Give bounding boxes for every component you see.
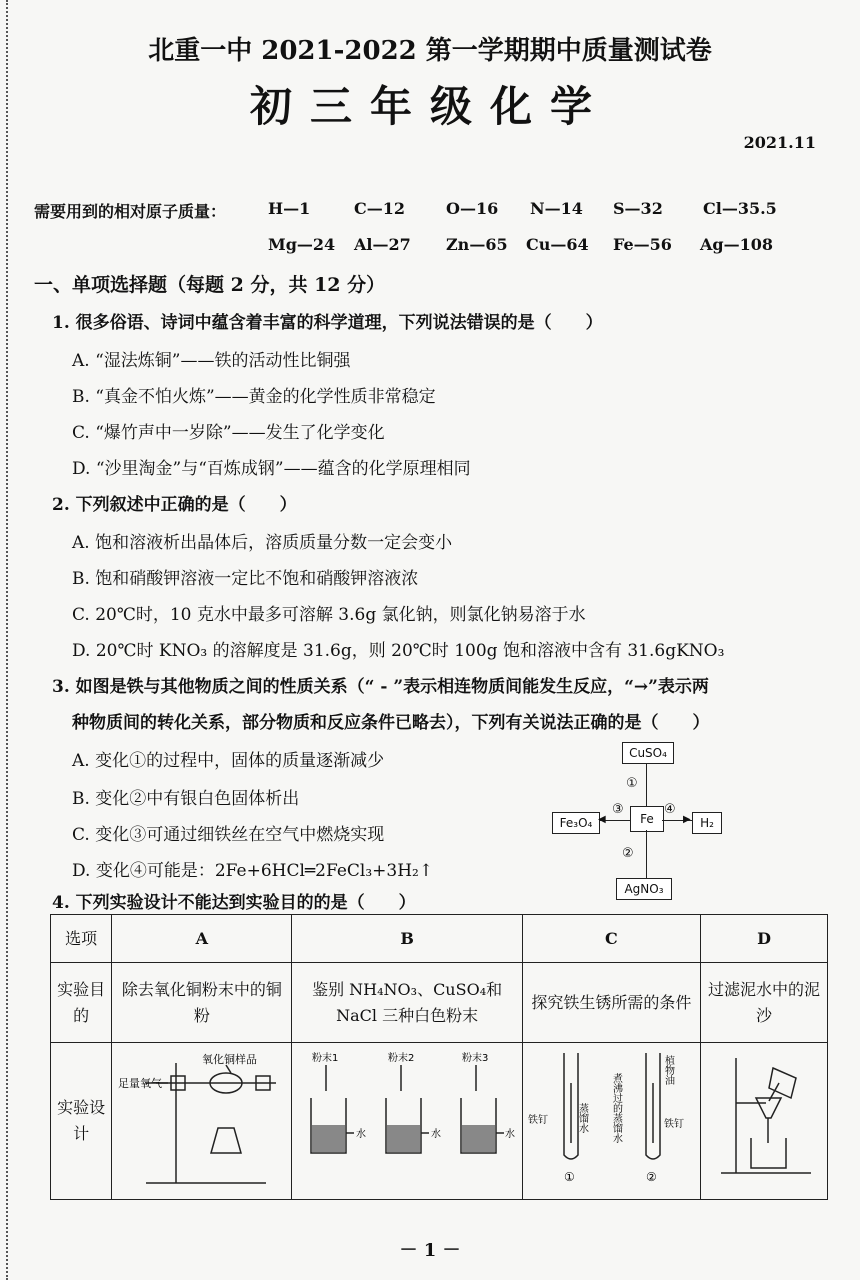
table-row-label: 实验设计 [51, 1043, 112, 1200]
question-4-stem: 4. 下列实验设计不能达到实验目的的是（ ） [52, 893, 416, 913]
binding-margin [6, 0, 8, 1280]
diagram-label: ④ [664, 802, 676, 817]
design-c-nail-label: 铁钉 [528, 1115, 549, 1126]
table-row-label: 实验目的 [51, 963, 112, 1043]
atomic-mass-item: Fe—56 [613, 235, 672, 254]
atomic-mass-item: Cl—35.5 [703, 199, 777, 218]
design-a-illustration [116, 1043, 288, 1191]
question-2-option: A. 饱和溶液析出晶体后，溶质质量分数一定会变小 [72, 533, 453, 553]
exam-title: 北重一中 2021-2022 第一学期期中质量测试卷 [148, 36, 712, 66]
design-b-powder1-label: 粉末1 [312, 1053, 339, 1064]
question-2-option: C. 20℃时，10 克水中最多可溶解 3.6g 氯化钠，则氯化钠易溶于水 [72, 605, 586, 625]
design-a-gas-label: 足量氧气 [117, 1077, 162, 1090]
table-cell-purpose: 除去氧化铜粉末中的铜粉 [112, 963, 292, 1043]
exam-date: 2021.11 [743, 133, 816, 152]
diagram-link [646, 763, 647, 806]
design-c-cell [522, 1043, 700, 1200]
diagram-box-top: CuSO₄ [622, 742, 674, 764]
table-header-cell: 选项 [51, 915, 112, 963]
atomic-mass-label: 需要用到的相对原子质量： [34, 202, 227, 221]
question-2-option: D. 20℃时 KNO₃ 的溶解度是 31.6g，则 20℃时 100g 饱和溶液中含有 31.6gKNO₃ [72, 641, 725, 661]
diagram-box-bottom: AgNO₃ [616, 878, 672, 900]
atomic-mass-item: S—32 [613, 199, 663, 218]
question-1-option: C. “爆竹声中一岁除”——发生了化学变化 [72, 423, 385, 443]
design-c-distilled-label: 蒸馏水 [576, 1103, 588, 1133]
question-1-option: A. “湿法炼铜”——铁的活动性比铜强 [72, 351, 351, 371]
design-c-boiled-label: 煮沸过的蒸馏水 [610, 1073, 622, 1143]
atomic-mass-item: N—14 [530, 199, 583, 218]
question-3-option: C. 变化③可通过细铁丝在空气中燃烧实现 [72, 825, 385, 845]
atomic-mass-item: Ag—108 [700, 235, 773, 254]
atomic-mass-item: Mg—24 [268, 235, 336, 254]
experiment-table [50, 914, 828, 1200]
design-b-water-label: 水 [356, 1129, 367, 1140]
question-1-option: B. “真金不怕火炼”——黄金的化学性质非常稳定 [72, 387, 436, 407]
question-2-option: B. 饱和硝酸钾溶液一定比不饱和硝酸钾溶液浓 [72, 569, 419, 589]
table-row-purpose [51, 963, 828, 1043]
question-3-option: A. 变化①的过程中，固体的质量逐渐减少 [72, 751, 385, 771]
question-3-option: D. 变化④可能是：2Fe+6HCl═2FeCl₃+3H₂↑ [72, 861, 434, 881]
arrow-head-left-icon: ◀ [598, 814, 606, 825]
section-heading: 一、单项选择题（每题 2 分，共 12 分） [34, 274, 386, 296]
design-d-cell [701, 1043, 828, 1200]
design-c-tube1-label: ① [564, 1170, 576, 1184]
arrow-head-right-icon: ▶ [683, 814, 691, 825]
diagram-link [646, 830, 647, 878]
question-3-stem: 种物质间的转化关系，部分物质和反应条件已略去），下列有关说法正确的是（ ） [72, 713, 710, 733]
design-a-sample-label: 氧化铜样品 [201, 1053, 257, 1066]
diagram-label: ① [626, 776, 638, 791]
table-header-cell: D [701, 915, 828, 963]
table-cell-purpose: 鉴别 NH₄NO₃、CuSO₄和 NaCl 三种白色粉末 [292, 963, 522, 1043]
diagram-box-right: H₂ [692, 812, 722, 834]
table-header-cell: C [522, 915, 700, 963]
diagram-label: ③ [612, 802, 624, 817]
design-b-water-label: 水 [431, 1129, 442, 1140]
exam-subtitle: 初三年级化学 [249, 82, 610, 131]
question-1-stem: 1. 很多俗语、诗词中蕴含着丰富的科学道理，下列说法错误的是（ ） [52, 313, 603, 333]
table-row-design [51, 1043, 828, 1200]
table-cell-purpose: 探究铁生锈所需的条件 [522, 963, 700, 1043]
table-header-cell: A [112, 915, 292, 963]
table-header-row [51, 915, 828, 963]
atomic-mass-item: H—1 [268, 199, 311, 218]
design-b-cell [292, 1043, 522, 1200]
page-number: － 1 － [399, 1240, 461, 1261]
design-b-water-label: 水 [505, 1129, 516, 1140]
question-3-option: B. 变化②中有银白色固体析出 [72, 789, 300, 809]
table-cell-purpose: 过滤泥水中的泥沙 [701, 963, 828, 1043]
design-c-nail-label: 铁钉 [664, 1119, 685, 1130]
question-2-stem: 2. 下列叙述中正确的是（ ） [52, 495, 297, 515]
atomic-mass-item: O—16 [446, 199, 499, 218]
design-c-oil-label: 植物油 [662, 1055, 674, 1085]
design-c-tube2-label: ② [646, 1170, 658, 1184]
design-d-illustration [701, 1043, 827, 1191]
question-1-option: D. “沙里淘金”与“百炼成钢”——蕴含的化学原理相同 [72, 459, 471, 479]
diagram-box-left: Fe₃O₄ [552, 812, 600, 834]
design-b-powder3-label: 粉末3 [462, 1053, 489, 1064]
table-header-cell: B [292, 915, 522, 963]
atomic-mass-item: Al—27 [354, 235, 411, 254]
design-a-cell [112, 1043, 292, 1200]
question-3-stem: 3. 如图是铁与其他物质之间的性质关系（“ - ”表示相连物质间能发生反应，“→”表示两 [52, 677, 709, 697]
design-b-illustration [296, 1043, 518, 1191]
atomic-mass-item: Cu—64 [526, 235, 589, 254]
diagram-label: ② [622, 846, 634, 861]
design-c-illustration [526, 1043, 696, 1191]
atomic-mass-item: C—12 [354, 199, 405, 218]
atomic-mass-item: Zn—65 [446, 235, 508, 254]
design-b-powder2-label: 粉末2 [388, 1053, 415, 1064]
diagram-box-center: Fe [630, 806, 664, 832]
